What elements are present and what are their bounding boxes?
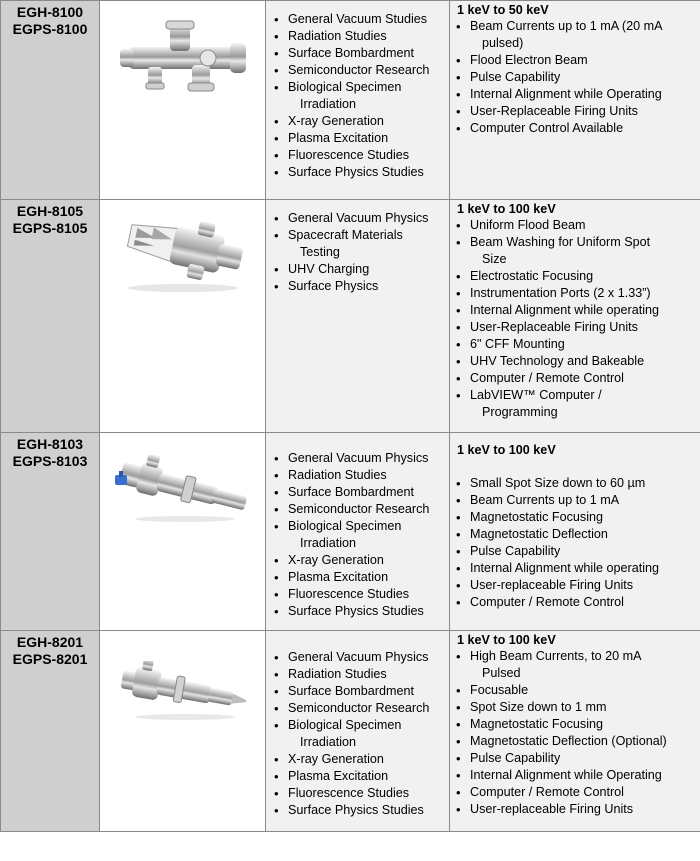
list-item: • Pulse Capability [470, 750, 700, 767]
list-item: • User-replaceable Firing Units [470, 577, 700, 594]
table-row [1, 200, 700, 433]
electron-gun-8201-photo [100, 631, 265, 861]
table-row [1, 631, 700, 832]
product-photo-cell [100, 200, 266, 433]
list-item-line: Biological Specimen [288, 718, 401, 732]
list-item: • Instrumentation Ports (2 x 1.33”) [470, 285, 700, 302]
model-name: EGPS-8105 [1, 220, 99, 237]
list-item: • User-Replaceable Firing Units [470, 103, 700, 120]
energy-range: 1 keV to 100 keV [450, 631, 700, 648]
list-item-line: Size [470, 251, 700, 268]
model-cell [1, 433, 100, 631]
electron-gun-8103-photo [100, 433, 265, 652]
list-item: • Surface Physics Studies [288, 603, 449, 620]
list-item: • Internal Alignment while operating [470, 560, 700, 577]
list-item: • Fluorescence Studies [288, 147, 449, 164]
list-item: • Surface Bombardment [288, 683, 449, 700]
list-item: • Surface Bombardment [288, 45, 449, 62]
features-list [450, 648, 700, 818]
energy-range: 1 keV to 100 keV [450, 200, 700, 217]
list-item: • Surface Physics Studies [288, 164, 449, 181]
applications-list [266, 1, 449, 181]
list-item: • Plasma Excitation [288, 768, 449, 785]
list-item: • Focusable [470, 682, 700, 699]
applications-list [266, 200, 449, 295]
list-item-line: Irradiation [288, 96, 449, 113]
list-item: • Spot Size down to 1 mm [470, 699, 700, 716]
list-item: • Magnetostatic Focusing [470, 509, 700, 526]
list-item: • User-replaceable Firing Units [470, 801, 700, 818]
model-cell [1, 631, 100, 832]
list-item: • Flood Electron Beam [470, 52, 700, 69]
features-list [450, 217, 700, 421]
list-item: • Semiconductor Research [288, 501, 449, 518]
list-item [470, 234, 700, 268]
features-list [450, 475, 700, 611]
applications-cell [266, 200, 450, 433]
energy-range: 1 keV to 100 keV [450, 433, 700, 458]
list-item: • Computer / Remote Control [470, 370, 700, 387]
table-row [1, 1, 700, 200]
electron-gun-8100-photo [100, 1, 265, 217]
list-item: • User-Replaceable Firing Units [470, 319, 700, 336]
list-item [288, 717, 449, 751]
list-item: • Radiation Studies [288, 28, 449, 45]
list-item: • Plasma Excitation [288, 130, 449, 147]
specifications-cell [450, 433, 700, 631]
list-item-line: Beam Washing for Uniform Spot [470, 235, 650, 249]
list-item-line: LabVIEW™ Computer / [470, 388, 602, 402]
list-item: • Surface Physics [288, 278, 449, 295]
list-item: • UHV Charging [288, 261, 449, 278]
list-item: • Fluorescence Studies [288, 586, 449, 603]
product-photo-cell [100, 433, 266, 631]
list-item: • Semiconductor Research [288, 62, 449, 79]
list-item: • Computer / Remote Control [470, 784, 700, 801]
model-cell [1, 1, 100, 200]
list-item-line: Beam Currents up to 1 mA (20 mA [470, 19, 663, 33]
applications-cell [266, 433, 450, 631]
list-item-line: Pulsed [470, 665, 700, 682]
model-name: EGH-8201 [1, 634, 99, 651]
specifications-cell [450, 631, 700, 832]
list-item: • 6" CFF Mounting [470, 336, 700, 353]
list-item: • General Vacuum Physics [288, 649, 449, 666]
applications-cell [266, 1, 450, 200]
list-item [288, 227, 449, 261]
list-item: • Magnetostatic Focusing [470, 716, 700, 733]
list-item: • Beam Currents up to 1 mA [470, 492, 700, 509]
list-item [470, 648, 700, 682]
list-item: • Internal Alignment while Operating [470, 86, 700, 103]
table-row [1, 433, 700, 631]
list-item: • General Vacuum Studies [288, 11, 449, 28]
specifications-cell [450, 1, 700, 200]
list-item: • X-ray Generation [288, 751, 449, 768]
list-item-line: Biological Specimen [288, 519, 401, 533]
features-list [450, 18, 700, 137]
list-item [470, 18, 700, 52]
list-item [288, 518, 449, 552]
list-item-line: Spacecraft Materials [288, 228, 403, 242]
list-item: • Pulse Capability [470, 543, 700, 560]
list-item: • Internal Alignment while Operating [470, 767, 700, 784]
applications-cell [266, 631, 450, 832]
list-item: • Radiation Studies [288, 467, 449, 484]
applications-list [266, 433, 449, 620]
list-item: • Plasma Excitation [288, 569, 449, 586]
model-name: EGH-8103 [1, 436, 99, 453]
list-item-line: Irradiation [288, 535, 449, 552]
list-item: • Computer Control Available [470, 120, 700, 137]
list-item: • Internal Alignment while operating [470, 302, 700, 319]
list-item: • Small Spot Size down to 60 µm [470, 475, 700, 492]
list-item-line: Testing [288, 244, 449, 261]
electron-gun-8105-photo [100, 200, 265, 446]
list-item: • Surface Bombardment [288, 484, 449, 501]
list-item: • Radiation Studies [288, 666, 449, 683]
list-item-line: Programming [470, 404, 700, 421]
applications-list [266, 631, 449, 819]
list-item: • General Vacuum Physics [288, 450, 449, 467]
list-item: • Pulse Capability [470, 69, 700, 86]
list-item: • Semiconductor Research [288, 700, 449, 717]
list-item: • Electrostatic Focusing [470, 268, 700, 285]
list-item-line: Biological Specimen [288, 80, 401, 94]
list-item-line: pulsed) [470, 35, 700, 52]
list-item: • X-ray Generation [288, 113, 449, 130]
specifications-cell [450, 200, 700, 433]
list-item-line: High Beam Currents, to 20 mA [470, 649, 642, 663]
energy-range: 1 keV to 50 keV [450, 1, 700, 18]
list-item: • Uniform Flood Beam [470, 217, 700, 234]
model-name: EGH-8100 [1, 4, 99, 21]
spacer [450, 458, 700, 475]
product-photo-cell [100, 1, 266, 200]
list-item-line: Irradiation [288, 734, 449, 751]
list-item: • Surface Physics Studies [288, 802, 449, 819]
list-item: • Computer / Remote Control [470, 594, 700, 611]
model-name: EGPS-8201 [1, 651, 99, 668]
model-name: EGH-8105 [1, 203, 99, 220]
list-item: • General Vacuum Physics [288, 210, 449, 227]
model-name: EGPS-8103 [1, 453, 99, 470]
list-item: • X-ray Generation [288, 552, 449, 569]
model-name: EGPS-8100 [1, 21, 99, 38]
list-item: • Fluorescence Studies [288, 785, 449, 802]
list-item: • Magnetostatic Deflection (Optional) [470, 733, 700, 750]
product-photo-cell [100, 631, 266, 832]
list-item [288, 79, 449, 113]
list-item: • Magnetostatic Deflection [470, 526, 700, 543]
list-item: • UHV Technology and Bakeable [470, 353, 700, 370]
model-cell [1, 200, 100, 433]
list-item [470, 387, 700, 421]
